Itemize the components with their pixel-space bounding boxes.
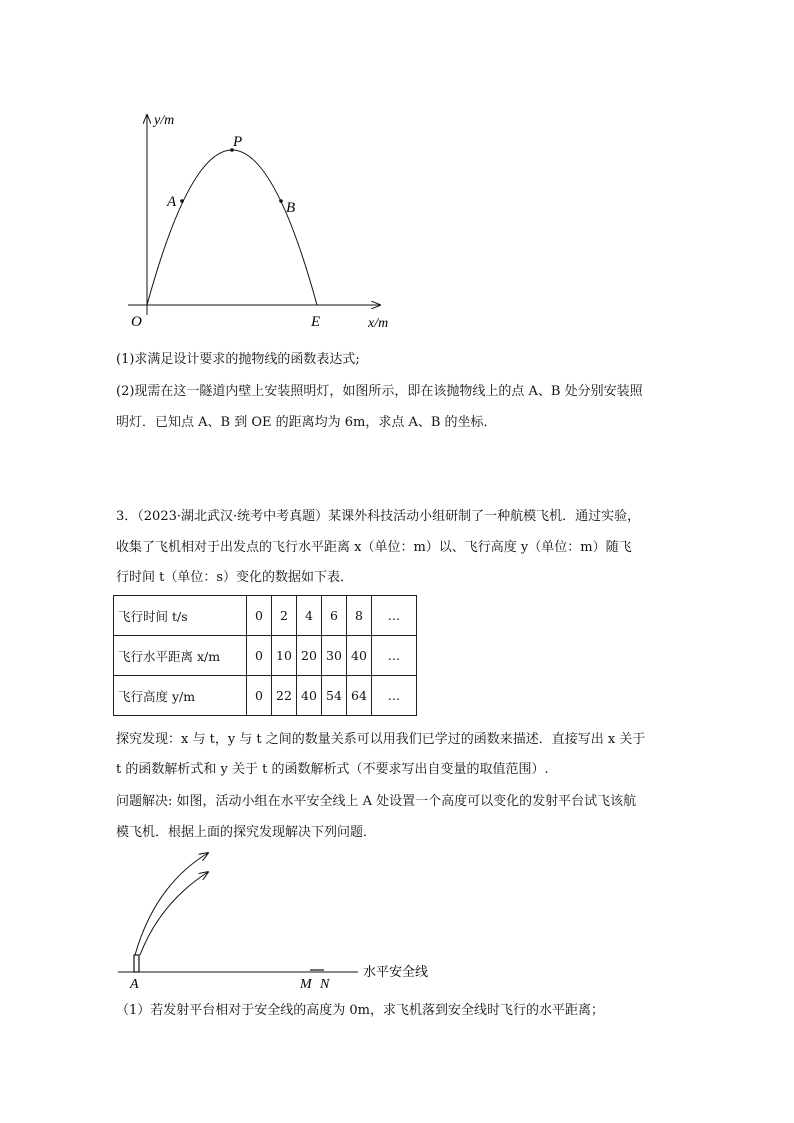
table-cell: 2 — [272, 596, 297, 636]
safety-line-label: 水平安全线 — [363, 964, 429, 979]
q2-part1: (1)求满足设计要求的抛物线的函数表达式; — [116, 352, 360, 367]
q3-intro-line3: 行时间 t（单位：s）变化的数据如下表． — [116, 570, 354, 585]
table-cell: 20 — [297, 636, 322, 676]
point-b-label: B — [286, 200, 296, 216]
point-e-label: E — [311, 314, 321, 330]
table-row — [114, 676, 417, 716]
row-label: 飞行高度 y/m — [114, 676, 247, 716]
explore-line2: t 的函数解析式和 y 关于 t 的函数解析式（不要求写出自变量的取值范围）. — [116, 762, 549, 777]
point-a-label: A — [167, 194, 177, 210]
point-p-label: P — [233, 134, 243, 150]
problem-line1: 问题解决: 如图，活动小组在水平安全线上 A 处设置一个高度可以变化的发射平台试飞该航 — [116, 794, 637, 809]
table-row — [114, 636, 417, 676]
table-cell: 10 — [272, 636, 297, 676]
y-axis-label: y/m — [154, 113, 175, 128]
q2-part2-line2: 明灯．已知点 A、B 到 OE 的距离均为 6m，求点 A、B 的坐标． — [116, 415, 497, 430]
table-cell: 64 — [347, 676, 372, 716]
q3-intro-line2: 收集了飞机相对于出发点的飞行水平距离 x（单位：m）以、飞行高度 y（单位：m）随飞 — [116, 540, 632, 555]
x-axis-label: x/m — [368, 316, 389, 331]
q3-intro-line1: 3．（2023·湖北武汉·统考中考真题）某课外科技活动小组研制了一种航模飞机．通过实验， — [116, 509, 641, 524]
table-cell: 0 — [247, 676, 272, 716]
q2-part2-line1: (2)现需在这一隧道内壁上安装照明灯，如图所示，即在该抛物线上的点 A、B 处分别安装照 — [116, 384, 643, 399]
row-label: 飞行时间 t/s — [114, 596, 247, 636]
q3-part1: （1）若发射平台相对于安全线的高度为 0m，求飞机落到安全线时飞行的水平距离； — [116, 1003, 605, 1018]
table-cell: … — [372, 676, 417, 716]
origin-label: O — [131, 314, 142, 330]
table-cell: 54 — [322, 676, 347, 716]
launch-platform — [134, 955, 139, 972]
table-cell: … — [372, 596, 417, 636]
point-a-dot — [180, 199, 184, 203]
table-cell: 40 — [297, 676, 322, 716]
flight-arrow-inner — [140, 872, 208, 955]
table-cell: 8 — [347, 596, 372, 636]
table-cell: 6 — [322, 596, 347, 636]
table-cell: 22 — [272, 676, 297, 716]
table-cell: 4 — [297, 596, 322, 636]
point-m-label: M — [300, 977, 312, 992]
explore-line1: 探究发现：x 与 t，y 与 t 之间的数量关系可以用我们已学过的函数来描述．直接写出 x 关于 — [116, 732, 646, 747]
table-cell: 30 — [322, 636, 347, 676]
launch-figure — [110, 845, 470, 995]
parabola-curve — [147, 150, 317, 305]
point-a-label: A — [130, 977, 139, 992]
table-row — [114, 596, 417, 636]
point-n-label: N — [320, 977, 330, 992]
problem-line2: 模飞机．根据上面的探究发现解决下列问题． — [116, 825, 377, 840]
row-label: 飞行水平距离 x/m — [114, 636, 247, 676]
flight-arrow-outer — [135, 853, 208, 955]
point-b-dot — [279, 199, 283, 203]
table-cell: 0 — [247, 596, 272, 636]
table-cell: 0 — [247, 636, 272, 676]
table-cell: 40 — [347, 636, 372, 676]
flight-data-table — [113, 595, 417, 716]
table-cell: … — [372, 636, 417, 676]
parabola-figure — [110, 100, 410, 340]
